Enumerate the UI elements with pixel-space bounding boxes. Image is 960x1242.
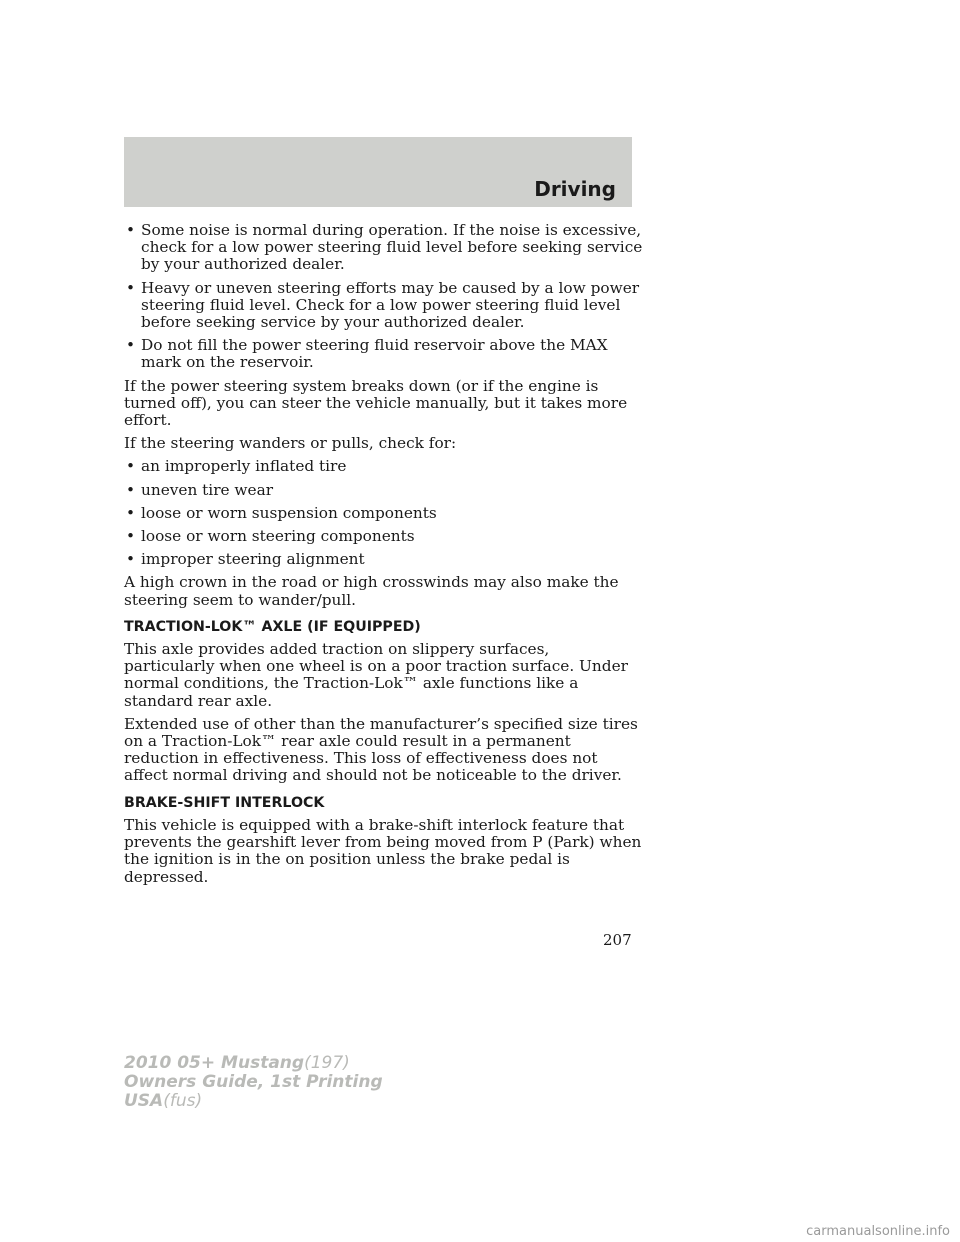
interlock-heading: BRAKE-SHIFT INTERLOCK bbox=[124, 794, 325, 811]
footer-line-1 bbox=[124, 1054, 383, 1073]
footer-line-3 bbox=[124, 1092, 383, 1111]
bullet-text: loose or worn suspension components bbox=[141, 503, 437, 522]
interlock-paragraph: This vehicle is equipped with a brake-shift interlock feature that prevents the gearshift lever from being moved from P (Park) when the ignition is in the on position unless the brake pedal is depressed. bbox=[124, 815, 642, 886]
footer-model: 2010 05+ Mustang bbox=[124, 1053, 305, 1073]
paragraph-crown: A high crown in the road or high crosswinds may also make the steering seem to wander/pull. bbox=[124, 573, 619, 609]
list-item bbox=[124, 222, 644, 274]
footer-line-2: Owners Guide, 1st Printing bbox=[124, 1072, 383, 1092]
bullet-text: Heavy or uneven steering efforts may be caused by a low power steering fluid level. Check for a low power steering fluid level before seeking service by your authorized dealer. bbox=[141, 278, 640, 332]
list-item bbox=[124, 482, 644, 499]
section-title: Driving bbox=[534, 177, 616, 201]
page-content bbox=[124, 222, 644, 892]
bullet-text: Do not fill the power steering fluid reservoir above the MAX mark on the reservoir. bbox=[141, 336, 608, 372]
paragraph-breakdown: If the power steering system breaks down (or if the engine is turned off), you can steer the vehicle manually, but it takes more effort. bbox=[124, 376, 628, 430]
bullet-icon: • bbox=[126, 550, 136, 569]
traction-paragraph-1: This axle provides added traction on slippery surfaces, particularly when one wheel is on a poor traction surface. Under normal conditions, the Traction-Lok™ axle functions like a standard rear axle. bbox=[124, 640, 628, 710]
bullet-text: an improperly inflated tire bbox=[141, 457, 347, 476]
list-item bbox=[124, 551, 644, 568]
watermark: carmanualsonline.info bbox=[806, 1224, 950, 1239]
paragraph-wander-intro: If the steering wanders or pulls, check for: bbox=[124, 434, 457, 453]
footer-market-code: (fus) bbox=[163, 1091, 203, 1111]
bullet-icon: • bbox=[126, 503, 136, 522]
bullet-text: Some noise is normal during operation. If the noise is excessive, check for a low power steering fluid level before seeking service by your authorized dealer. bbox=[141, 221, 643, 274]
traction-paragraph-2: Extended use of other than the manufacturer’s specified size tires on a Traction-Lok™ rear axle could result in a permanent reduction in effectiveness. This loss of effectiveness does not affect normal driving and should not be noticeable to the driver. bbox=[124, 714, 638, 785]
bullet-icon: • bbox=[126, 457, 136, 476]
list-item bbox=[124, 458, 644, 475]
traction-lok-heading: TRACTION-LOK™ AXLE (IF EQUIPPED) bbox=[124, 618, 421, 635]
footer-model-code: (197) bbox=[304, 1053, 350, 1073]
page-number: 207 bbox=[603, 931, 632, 949]
bullet-text: loose or worn steering components bbox=[141, 527, 415, 546]
bullet-icon: • bbox=[126, 336, 136, 355]
bullet-icon: • bbox=[126, 527, 136, 546]
list-item bbox=[124, 528, 644, 545]
list-item bbox=[124, 337, 644, 371]
list-item bbox=[124, 505, 644, 522]
bullet-icon: • bbox=[126, 221, 136, 239]
bullet-icon: • bbox=[126, 480, 136, 499]
footer-print-info bbox=[124, 1054, 383, 1111]
bullet-text: improper steering alignment bbox=[141, 550, 365, 569]
bullet-icon: • bbox=[126, 278, 136, 297]
footer-market: USA bbox=[124, 1091, 164, 1111]
bullet-text: uneven tire wear bbox=[141, 480, 274, 499]
section-header-band bbox=[124, 137, 632, 207]
list-item bbox=[124, 280, 644, 332]
